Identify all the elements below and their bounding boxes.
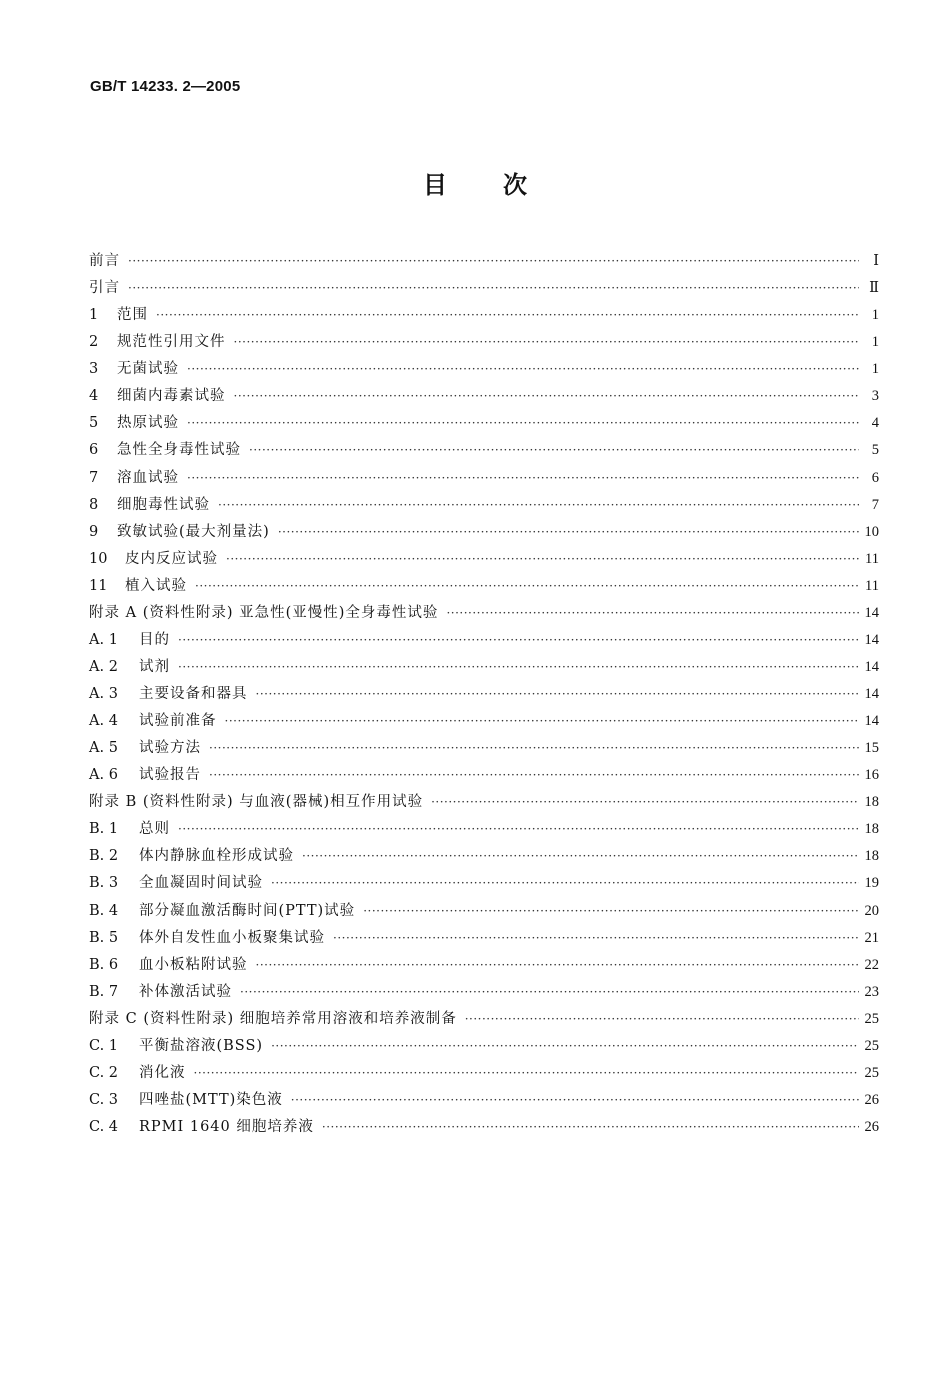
dot-leader	[322, 1120, 859, 1134]
toc-entry-page: 21	[864, 929, 879, 946]
toc-entry-label: 附录 B (资料性附录) 与血液(器械)相互作用试验	[89, 794, 424, 811]
toc-entry-page: 14	[864, 713, 879, 730]
toc-entry	[89, 438, 879, 465]
dot-leader	[363, 904, 858, 918]
toc-entry-page: Ⅱ	[869, 280, 879, 297]
toc-entry	[89, 330, 879, 357]
toc-entry-page: 14	[864, 658, 879, 675]
toc-entry	[89, 871, 879, 898]
toc-entry	[89, 817, 879, 844]
toc-entry-number: B. 5	[89, 929, 119, 946]
toc-entry-number: 11	[89, 577, 108, 594]
toc-entry-number: 4	[89, 388, 99, 405]
toc-entry-label: 试验报告	[139, 767, 201, 784]
toc-entry-label: 热原试验	[117, 415, 179, 432]
toc-entry-page: 23	[864, 983, 879, 1000]
toc-entry-page: 10	[864, 523, 879, 540]
dot-leader	[187, 471, 859, 485]
dot-leader	[225, 714, 859, 728]
toc-entry-page: 18	[864, 821, 879, 838]
toc-entry-number: 1	[89, 307, 99, 324]
toc-entry-number: B. 4	[89, 902, 119, 919]
toc-entry-number: 3	[89, 361, 99, 378]
toc-entry-label: 前言	[89, 253, 120, 269]
dot-leader	[178, 822, 859, 836]
dot-leader	[194, 1066, 859, 1080]
toc-entry-number: 9	[89, 523, 99, 540]
toc-entry	[89, 547, 879, 574]
dot-leader	[256, 687, 859, 701]
toc-entry	[89, 1034, 879, 1061]
standard-code: GB/T 14233. 2—2005	[90, 78, 241, 95]
toc-entry-label: 致敏试验(最大剂量法)	[117, 523, 270, 540]
dot-leader	[209, 741, 859, 755]
toc-entry	[89, 682, 879, 709]
dot-leader	[226, 552, 859, 566]
dot-leader	[209, 768, 859, 782]
dot-leader	[256, 958, 859, 972]
toc-entry-number: C. 3	[89, 1091, 119, 1108]
toc-entry-page: 25	[864, 1064, 879, 1081]
toc-entry-number: 5	[89, 415, 99, 432]
toc-entry	[89, 601, 879, 628]
toc-entry-label: 部分凝血激活酶时间(PTT)试验	[139, 902, 356, 919]
toc-entry-page: 6	[871, 469, 879, 486]
toc-entry-label: 溶血试验	[117, 469, 179, 486]
toc-entry-page: 11	[865, 577, 879, 594]
toc-entry-page: 18	[864, 848, 879, 865]
dot-leader	[431, 795, 858, 809]
dot-leader	[187, 362, 859, 376]
toc-entry-label: RPMI 1640 细胞培养液	[139, 1119, 314, 1135]
toc-entry-page: 22	[864, 956, 879, 973]
toc-entry-page: 7	[871, 496, 879, 513]
toc-entry-number: 2	[89, 334, 99, 351]
toc-entry-page: 25	[864, 1010, 879, 1027]
toc-entry-page: 1	[871, 361, 879, 378]
toc-entry-page: 25	[864, 1037, 879, 1054]
dot-leader	[234, 389, 860, 403]
dot-leader	[187, 416, 859, 430]
toc-entry-number: C. 2	[89, 1064, 119, 1081]
toc-entry-page: 20	[864, 902, 879, 919]
dot-leader	[249, 443, 859, 457]
toc-entry-label: 规范性引用文件	[117, 334, 226, 351]
dot-leader	[178, 633, 859, 647]
dot-leader	[271, 876, 859, 890]
dot-leader	[446, 606, 858, 620]
toc-entry-number: A. 4	[89, 713, 118, 730]
toc-entry-label: 引言	[89, 280, 120, 297]
dot-leader	[128, 254, 859, 268]
toc-entry	[89, 980, 879, 1007]
toc-entry-page: 18	[864, 794, 879, 811]
dot-leader	[218, 498, 859, 512]
dot-leader	[128, 281, 859, 295]
toc-entry-page: 1	[871, 334, 879, 351]
toc-entry-label: 体内静脉血栓形成试验	[139, 848, 294, 865]
toc-entry-number: A. 2	[89, 658, 118, 675]
toc-entry	[89, 709, 879, 736]
toc-entry	[89, 953, 879, 980]
toc-entry	[89, 1088, 879, 1115]
toc-entry-page: 19	[864, 875, 879, 892]
toc-entry	[89, 520, 879, 547]
toc-entry-label: 消化液	[139, 1064, 186, 1081]
page-title: 目次	[423, 171, 583, 199]
dot-leader	[195, 579, 859, 593]
toc-entry-label: 补体激活试验	[139, 983, 232, 1000]
toc-entry-number: B. 1	[89, 821, 119, 838]
toc-entry-page: 26	[864, 1091, 879, 1108]
toc-entry	[89, 493, 879, 520]
toc-entry	[89, 1115, 879, 1142]
dot-leader	[333, 931, 859, 945]
dot-leader	[278, 525, 859, 539]
toc-entry-label: 血小板粘附试验	[139, 956, 248, 973]
dot-leader	[240, 985, 859, 999]
dot-leader	[465, 1012, 859, 1026]
toc-entry-number: A. 3	[89, 686, 118, 702]
toc-entry	[89, 628, 879, 655]
toc-entry-page: 14	[864, 631, 879, 648]
toc-entry-page: Ⅰ	[873, 253, 879, 269]
toc-entry-number: B. 3	[89, 875, 119, 892]
dot-leader	[271, 1039, 858, 1053]
toc-entry-label: 平衡盐溶液(BSS)	[139, 1037, 264, 1054]
toc-entry-number: B. 6	[89, 956, 119, 973]
dot-leader	[234, 335, 860, 349]
toc-entry-label: 细胞毒性试验	[117, 496, 210, 513]
toc-entry	[89, 574, 879, 601]
toc-entry-page: 15	[864, 740, 879, 757]
toc-entry-page: 14	[864, 604, 879, 621]
toc-entry-number: C. 4	[89, 1119, 119, 1135]
toc-entry-label: 细菌内毒素试验	[117, 388, 226, 405]
toc-entry	[89, 276, 879, 303]
toc-entry-number: 6	[89, 442, 99, 459]
toc-entry	[89, 1007, 879, 1034]
toc-entry-page: 4	[871, 415, 879, 432]
toc-entry	[89, 926, 879, 953]
toc-entry-label: 试验前准备	[139, 713, 217, 730]
toc-entry-number: B. 7	[89, 983, 119, 1000]
toc-entry-number: 7	[89, 469, 99, 486]
toc-entry	[89, 384, 879, 411]
toc-entry	[89, 655, 879, 682]
toc-entry	[89, 899, 879, 926]
toc-entry-page: 1	[871, 307, 879, 324]
toc-entry	[89, 736, 879, 763]
toc-entry	[89, 1061, 879, 1088]
toc-entry-number: A. 6	[89, 767, 118, 784]
toc-entry	[89, 411, 879, 438]
dot-leader	[178, 660, 859, 674]
toc-entry-number: A. 5	[89, 740, 118, 757]
toc-entry-number: 8	[89, 496, 99, 513]
toc-entry-label: 植入试验	[125, 577, 187, 594]
toc-entry-number: A. 1	[89, 631, 118, 648]
toc-entry-label: 皮内反应试验	[125, 550, 218, 567]
toc-entry-page: 3	[871, 388, 879, 405]
toc-entry	[89, 763, 879, 790]
toc-entry	[89, 844, 879, 871]
toc-entry-page: 11	[865, 550, 879, 567]
toc-entry-number: 10	[89, 550, 108, 567]
toc-entry-label: 急性全身毒性试验	[117, 442, 241, 459]
toc-entry-label: 无菌试验	[117, 361, 179, 378]
toc-entry-label: 总则	[139, 821, 170, 838]
dot-leader	[291, 1093, 859, 1107]
toc-entry-label: 体外自发性血小板聚集试验	[139, 929, 325, 946]
toc-entry-number: B. 2	[89, 848, 119, 865]
table-of-contents	[89, 249, 879, 1142]
toc-entry-number: C. 1	[89, 1037, 119, 1054]
toc-entry	[89, 303, 879, 330]
toc-entry-page: 16	[864, 767, 879, 784]
toc-entry-page: 26	[864, 1119, 879, 1135]
toc-entry-label: 全血凝固时间试验	[139, 875, 263, 892]
dot-leader	[302, 849, 859, 863]
toc-entry-label: 主要设备和器具	[139, 686, 248, 702]
toc-entry-label: 范围	[117, 307, 148, 324]
toc-entry-label: 目的	[139, 631, 170, 648]
toc-entry	[89, 249, 879, 276]
toc-entry-page: 5	[871, 442, 879, 459]
dot-leader	[156, 308, 859, 322]
toc-entry	[89, 357, 879, 384]
toc-entry	[89, 466, 879, 493]
toc-entry-label: 试验方法	[139, 740, 201, 757]
toc-entry-label: 试剂	[139, 658, 170, 675]
toc-entry-page: 14	[864, 686, 879, 702]
toc-entry	[89, 790, 879, 817]
toc-entry-label: 四唑盐(MTT)染色液	[139, 1091, 283, 1108]
toc-entry-label: 附录 C (资料性附录) 细胞培养常用溶液和培养液制备	[89, 1010, 457, 1027]
toc-entry-label: 附录 A (资料性附录) 亚急性(亚慢性)全身毒性试验	[89, 604, 439, 621]
